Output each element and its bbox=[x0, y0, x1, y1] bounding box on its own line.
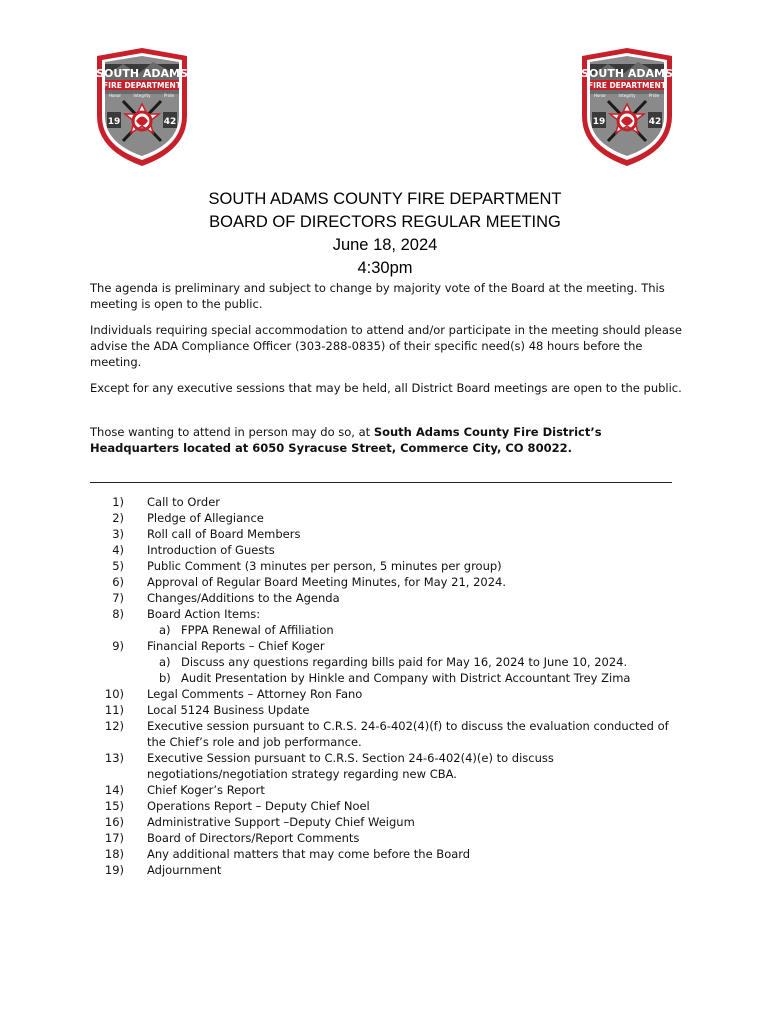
title-line-time: 4:30pm bbox=[357, 259, 413, 277]
svg-text:19: 19 bbox=[592, 117, 606, 127]
agenda-subitem-label: a) bbox=[159, 623, 171, 637]
attendance-notice-text: Those wanting to attend in person may do so, at bbox=[90, 425, 374, 439]
agenda-item-number: 7) bbox=[112, 591, 124, 605]
svg-text:42: 42 bbox=[163, 117, 177, 127]
agenda-item-number: 1) bbox=[112, 495, 124, 509]
svg-text:SOUTH ADAMS: SOUTH ADAMS bbox=[96, 67, 188, 80]
title-line-date: June 18, 2024 bbox=[332, 236, 438, 254]
agenda-item-number: 19) bbox=[104, 863, 124, 877]
agenda-subitem-label: a) bbox=[159, 655, 171, 669]
agenda-item bbox=[90, 574, 690, 590]
agenda-item-text: Approval of Regular Board Meeting Minutes, for May 21, 2024. bbox=[147, 575, 507, 589]
agenda-subitem-text: Audit Presentation by Hinkle and Company with District Accountant Trey Zima bbox=[181, 671, 631, 685]
agenda-item-number: 12) bbox=[104, 719, 124, 733]
accommodation-notice: Individuals requiring special accommodation to attend and/or participate in the meeting should please advise the ADA Compliance Officer (303-288-0835) of their specific need(s) 48 hours before the meeting. bbox=[90, 323, 682, 369]
agenda-item bbox=[90, 750, 690, 782]
agenda-item bbox=[90, 558, 690, 574]
agenda-list bbox=[90, 494, 690, 878]
svg-text:Integrity: Integrity bbox=[133, 93, 151, 98]
agenda-item-text: Executive session pursuant to C.R.S. 24-6-402(4)(f) to discuss the evaluation conducted of the Chief’s role and job performance. bbox=[147, 719, 669, 749]
agenda-subitem-text: FPPA Renewal of Affiliation bbox=[181, 623, 334, 637]
agenda-item-text: Adjournment bbox=[147, 863, 222, 877]
agenda-item-number: 8) bbox=[112, 607, 124, 621]
agenda-subitem bbox=[90, 654, 690, 670]
agenda-item bbox=[90, 686, 690, 702]
agenda-item bbox=[90, 830, 690, 846]
agenda-item-number: 3) bbox=[112, 527, 124, 541]
svg-text:FIRE DEPARTMENT: FIRE DEPARTMENT bbox=[588, 81, 666, 90]
agenda-item-text: Financial Reports – Chief Koger bbox=[147, 639, 325, 653]
agenda-item-text: Pledge of Allegiance bbox=[147, 511, 264, 525]
fire-department-logo-left bbox=[93, 46, 191, 168]
agenda-subitem-label: b) bbox=[159, 671, 171, 685]
agenda-item bbox=[90, 814, 690, 830]
fire-badge-icon bbox=[578, 46, 676, 168]
title-line-meeting: BOARD OF DIRECTORS REGULAR MEETING bbox=[209, 213, 561, 231]
svg-text:FIRE DEPARTMENT: FIRE DEPARTMENT bbox=[103, 81, 181, 90]
fire-department-logo-right bbox=[578, 46, 676, 168]
agenda-item-text: Administrative Support –Deputy Chief Weigum bbox=[147, 815, 415, 829]
svg-text:Pride: Pride bbox=[163, 93, 175, 98]
agenda-item-number: 9) bbox=[112, 639, 124, 653]
agenda-item-text: Public Comment (3 minutes per person, 5 minutes per group) bbox=[147, 559, 502, 573]
divider bbox=[90, 482, 672, 483]
agenda-item bbox=[90, 494, 690, 510]
agenda-item-number: 4) bbox=[112, 543, 124, 557]
agenda-item-text: Roll call of Board Members bbox=[147, 527, 301, 541]
agenda-item-number: 11) bbox=[104, 703, 124, 717]
agenda-item-text: Operations Report – Deputy Chief Noel bbox=[147, 799, 370, 813]
agenda-item-number: 13) bbox=[104, 751, 124, 765]
agenda-item bbox=[90, 542, 690, 558]
agenda-item-text: Any additional matters that may come before the Board bbox=[147, 847, 471, 861]
agenda-item-text: Board Action Items: bbox=[147, 607, 261, 621]
agenda-item-text: Changes/Additions to the Agenda bbox=[147, 591, 340, 605]
open-meeting-notice: Except for any executive sessions that may be held, all District Board meetings are open to the public. bbox=[90, 381, 682, 395]
agenda-item-number: 5) bbox=[112, 559, 124, 573]
headquarters-address: South Adams County Fire District’s Headquarters located at 6050 Syracuse Street, Commerce City, CO 80022. bbox=[90, 425, 602, 455]
svg-text:42: 42 bbox=[648, 117, 662, 127]
svg-text:19: 19 bbox=[107, 117, 121, 127]
agenda-item-number: 10) bbox=[104, 687, 124, 701]
agenda-item-text: Local 5124 Business Update bbox=[147, 703, 310, 717]
agenda-subitem-text: Discuss any questions regarding bills paid for May 16, 2024 to June 10, 2024. bbox=[181, 655, 628, 669]
agenda-item bbox=[90, 782, 690, 798]
agenda-item-number: 18) bbox=[104, 847, 124, 861]
agenda-item-text: Chief Koger’s Report bbox=[147, 783, 265, 797]
svg-text:Honor: Honor bbox=[593, 93, 607, 98]
agenda-item-number: 6) bbox=[112, 575, 124, 589]
agenda-item-text: Board of Directors/Report Comments bbox=[147, 831, 360, 845]
preliminary-notice: The agenda is preliminary and subject to change by majority vote of the Board at the meeting. This meeting is open to the public. bbox=[90, 281, 665, 311]
agenda-item-number: 16) bbox=[104, 815, 124, 829]
attendance-notice bbox=[90, 424, 682, 456]
agenda-item bbox=[90, 846, 690, 862]
agenda-item-text: Legal Comments – Attorney Ron Fano bbox=[147, 687, 363, 701]
agenda-item bbox=[90, 590, 690, 606]
fire-badge-icon bbox=[93, 46, 191, 168]
agenda-item bbox=[90, 510, 690, 526]
agenda-subitem bbox=[90, 670, 690, 686]
agenda-item-text: Executive Session pursuant to C.R.S. Section 24-6-402(4)(e) to discuss negotiations/negotiation strategy regarding new CBA. bbox=[147, 751, 554, 781]
agenda-item bbox=[90, 718, 690, 750]
agenda-item-number: 2) bbox=[112, 511, 124, 525]
agenda-item-text: Call to Order bbox=[147, 495, 221, 509]
agenda-item-number: 17) bbox=[104, 831, 124, 845]
agenda-subitem bbox=[90, 622, 690, 638]
agenda-item bbox=[90, 606, 690, 622]
svg-text:SOUTH ADAMS: SOUTH ADAMS bbox=[581, 67, 673, 80]
title-line-department: SOUTH ADAMS COUNTY FIRE DEPARTMENT bbox=[208, 190, 562, 208]
agenda-item bbox=[90, 702, 690, 718]
svg-text:Pride: Pride bbox=[648, 93, 660, 98]
agenda-item bbox=[90, 638, 690, 654]
agenda-item bbox=[90, 798, 690, 814]
agenda-item bbox=[90, 862, 690, 878]
agenda-item-text: Introduction of Guests bbox=[147, 543, 275, 557]
agenda-item bbox=[90, 526, 690, 542]
svg-text:Integrity: Integrity bbox=[618, 93, 636, 98]
agenda-item-number: 14) bbox=[104, 783, 124, 797]
agenda-item-number: 15) bbox=[104, 799, 124, 813]
svg-text:Honor: Honor bbox=[108, 93, 122, 98]
document-title bbox=[0, 188, 770, 280]
